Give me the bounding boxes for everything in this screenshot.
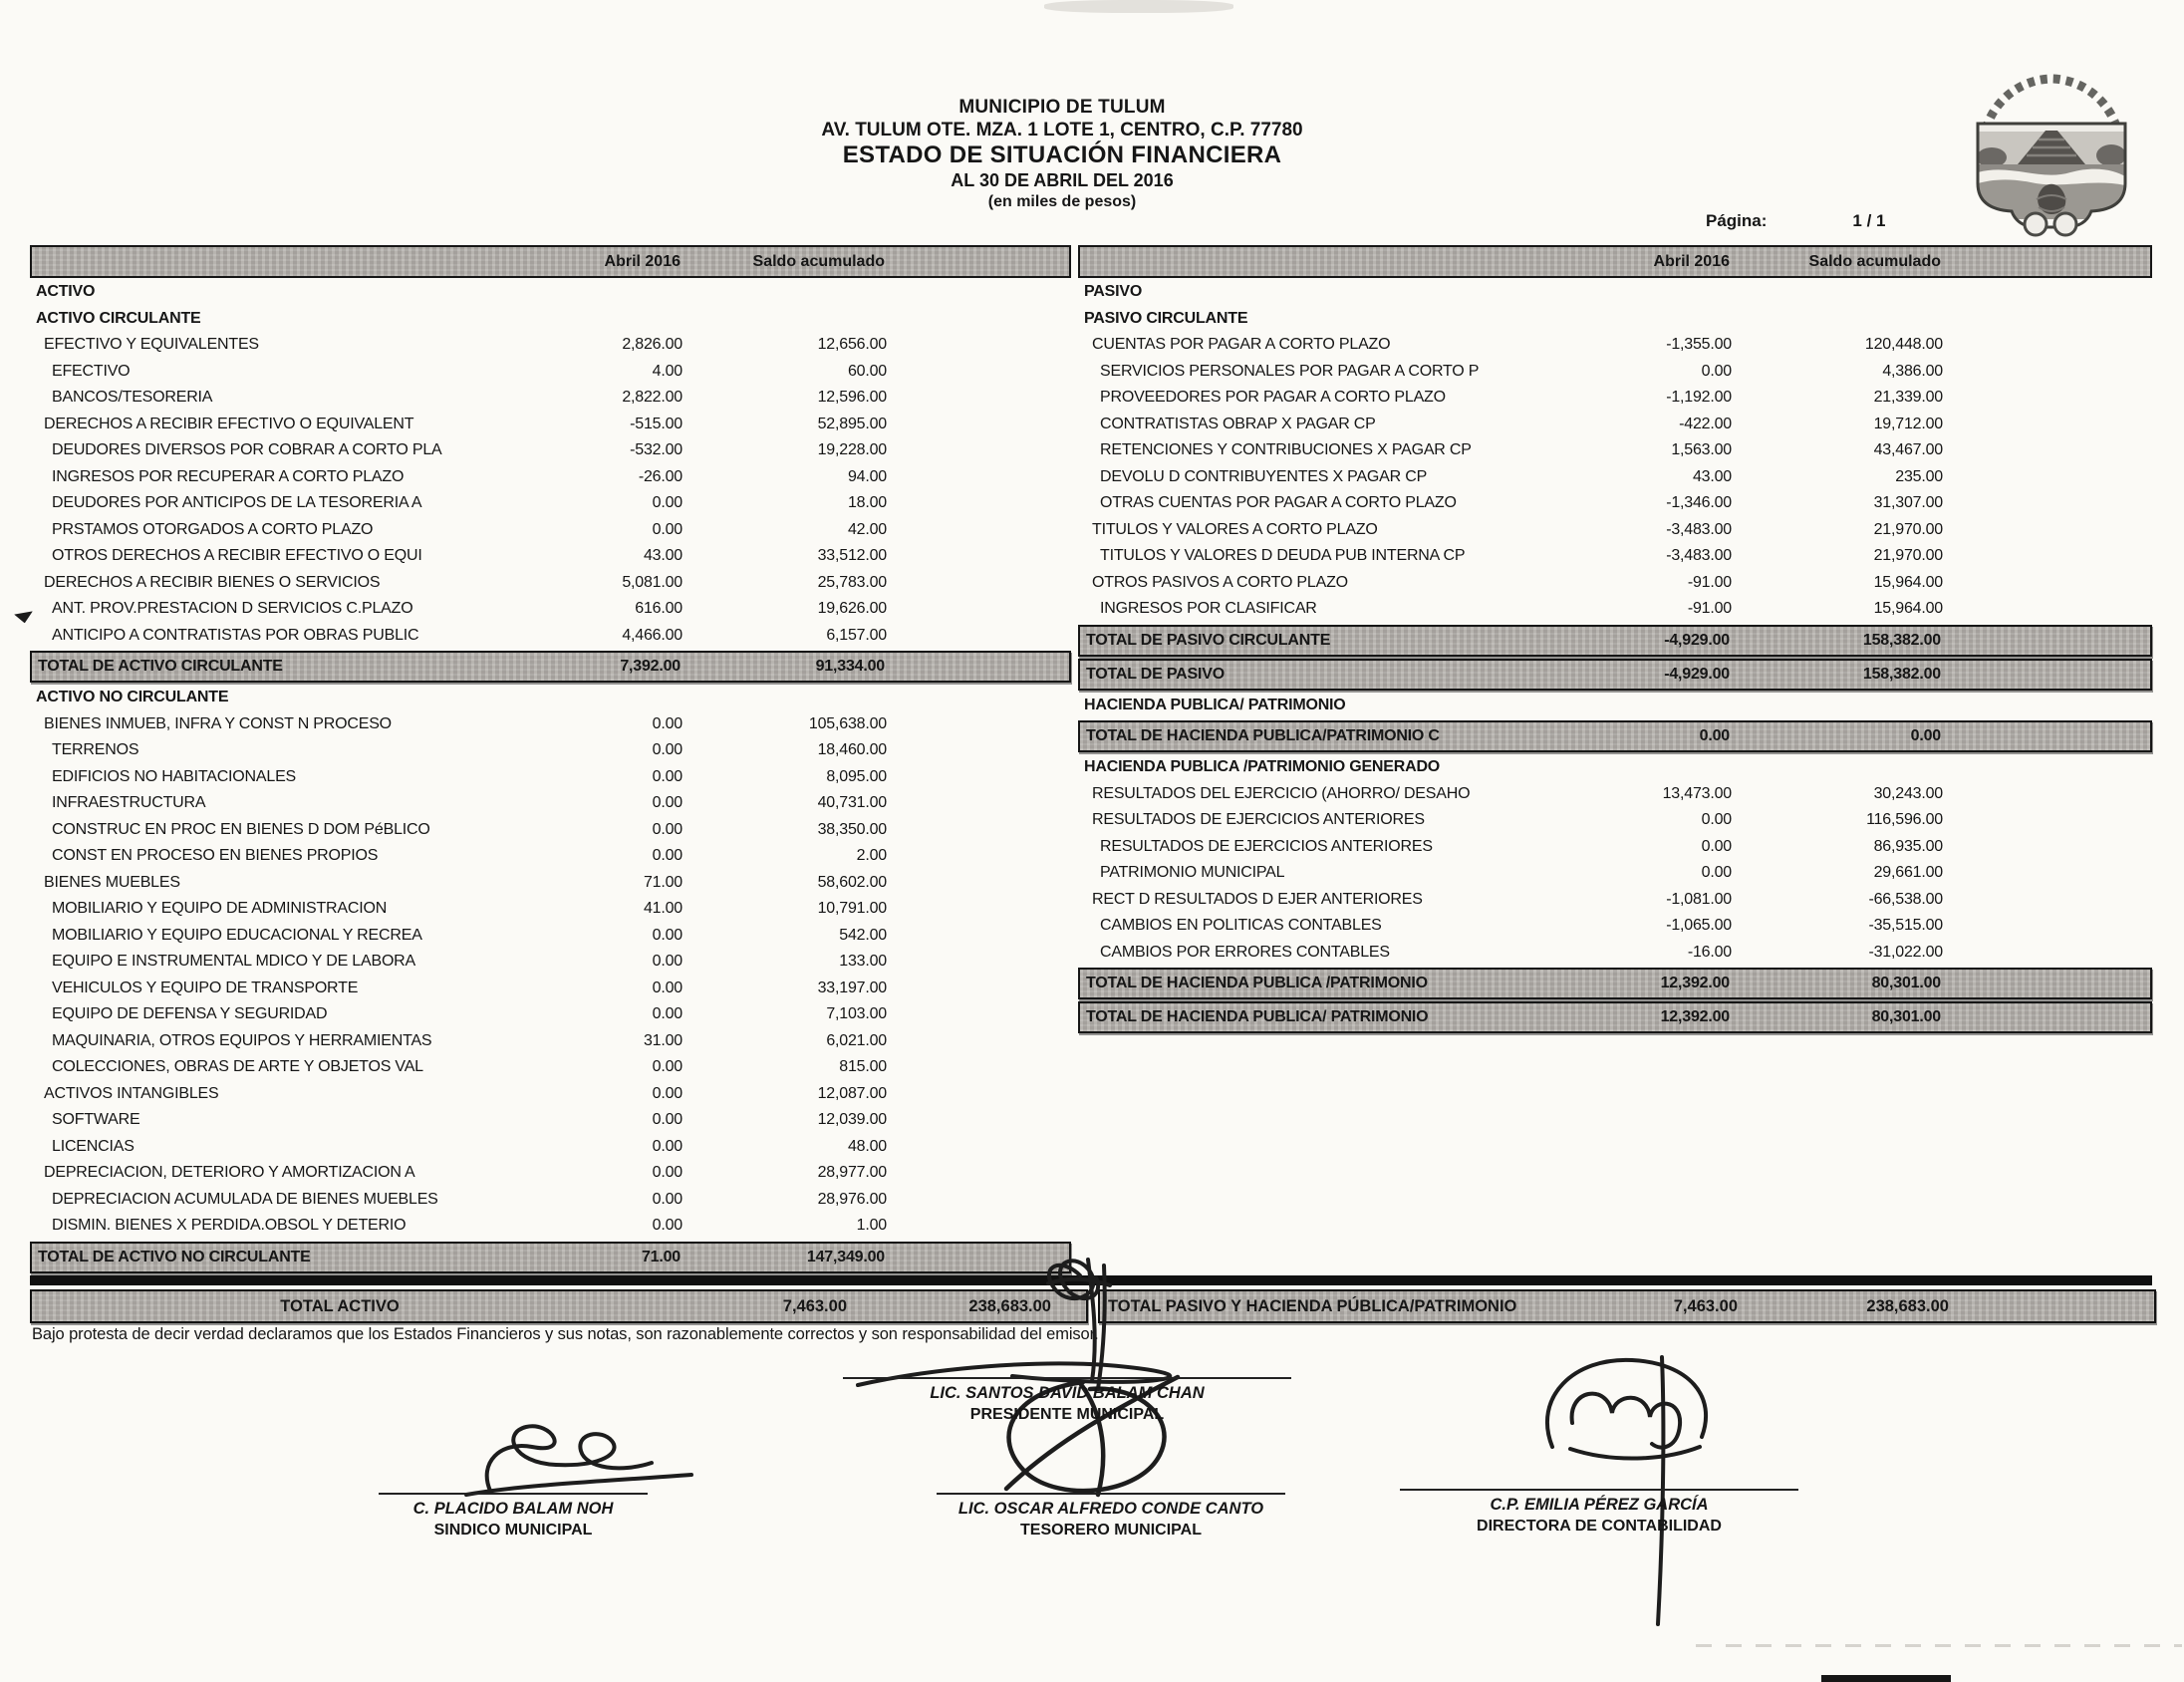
value-abril-2016: 4.00: [652, 362, 682, 380]
signatory-name: C.P. EMILIA PÉREZ GARCÍA: [1490, 1496, 1709, 1514]
value-saldo-acumulado: -66,538.00: [1868, 890, 1943, 908]
table-row: [30, 385, 1071, 412]
row-label: DEPRECIACION, DETERIORO Y AMORTIZACION A: [44, 1164, 415, 1182]
row-label: DISMIN. BIENES X PERDIDA.OBSOL Y DETERIO: [52, 1217, 407, 1235]
table-row: [30, 437, 1071, 464]
table-row: [1078, 464, 2152, 491]
signature-line: [1400, 1489, 1798, 1491]
table-row: [30, 359, 1071, 386]
table-row: [30, 1213, 1071, 1240]
table-row: [30, 896, 1071, 923]
row-label: BIENES INMUEB, INFRA Y CONST N PROCESO: [44, 714, 392, 732]
value-saldo-acumulado: 21,970.00: [1873, 547, 1943, 565]
signature-block-presidente: [843, 1377, 1291, 1425]
value-saldo-acumulado: 158,382.00: [1862, 631, 1941, 649]
value-abril-2016: 5,081.00: [622, 573, 682, 591]
value-abril-2016: -1,355.00: [1666, 336, 1732, 354]
value-abril-2016: 43.00: [643, 547, 682, 565]
table-row: [1078, 490, 2152, 517]
row-label: PROVEEDORES POR PAGAR A CORTO PLAZO: [1100, 389, 1446, 407]
value-abril-2016: 0.00: [652, 1164, 682, 1182]
activo-rows: [30, 279, 1071, 1273]
row-label: TOTAL DE HACIENDA PUBLICA /PATRIMONIO: [1086, 975, 1428, 991]
row-label: TITULOS Y VALORES D DEUDA PUB INTERNA CP: [1100, 547, 1466, 565]
value-abril-2016: 0.00: [1701, 837, 1732, 855]
value-saldo-acumulado: 58,602.00: [817, 873, 887, 891]
row-label: TOTAL DE HACIENDA PUBLICA/ PATRIMONIO: [1086, 1008, 1429, 1025]
table-row: [1078, 385, 2152, 412]
table-row: [1078, 807, 2152, 834]
value-abril-2016: -91.00: [1687, 600, 1732, 618]
document-title: ESTADO DE SITUACIÓN FINANCIERA: [842, 141, 1282, 168]
signatory-title: SINDICO MUNICIPAL: [433, 1522, 593, 1539]
value-saldo-acumulado: 21,970.00: [1873, 520, 1943, 538]
value-abril-2016: 0.00: [652, 953, 682, 971]
row-label: HACIENDA PUBLICA /PATRIMONIO GENERADO: [1084, 758, 1441, 776]
value-saldo-acumulado: 1.00: [856, 1217, 887, 1235]
table-row: [1078, 860, 2152, 887]
row-label: SOFTWARE: [52, 1111, 140, 1129]
value-abril-2016: -3,483.00: [1666, 547, 1732, 565]
value-saldo-acumulado: 25,783.00: [817, 573, 887, 591]
value-abril-2016: 31.00: [643, 1031, 682, 1049]
total-row: [1078, 659, 2152, 691]
value-abril-2016: -1,346.00: [1666, 494, 1732, 512]
value-abril-2016: 1,563.00: [1671, 441, 1732, 459]
org-address: AV. TULUM OTE. MZA. 1 LOTE 1, CENTRO, C.P. 77780: [821, 120, 1303, 140]
row-label: TITULOS Y VALORES A CORTO PLAZO: [1092, 520, 1378, 538]
value-saldo-acumulado: 91,334.00: [815, 658, 885, 675]
value-abril-2016: 7,392.00: [620, 658, 681, 675]
value-abril-2016: 0.00: [652, 979, 682, 996]
table-row: [1078, 596, 2152, 623]
table-row: [1078, 332, 2152, 359]
value-saldo-acumulado: 40,731.00: [817, 794, 887, 812]
table-row: [30, 1028, 1071, 1055]
value-saldo-acumulado: 18,460.00: [817, 741, 887, 759]
value-saldo-acumulado: 80,301.00: [1871, 1008, 1941, 1025]
pasivo-table: [1078, 245, 2152, 1035]
row-label: RESULTADOS DEL EJERCICIO (AHORRO/ DESAHO: [1092, 784, 1471, 802]
pasivo-rows: [1078, 279, 2152, 1033]
table-row: [30, 949, 1071, 976]
row-label: EQUIPO E INSTRUMENTAL MDICO Y DE LABORA: [52, 953, 416, 971]
total-pasivo-patrimonio-row: [1098, 1289, 2156, 1323]
value-saldo-acumulado: 12,596.00: [817, 389, 887, 407]
signature-line: [843, 1377, 1291, 1379]
table-row: [30, 1107, 1071, 1134]
row-label: RESULTADOS DE EJERCICIOS ANTERIORES: [1092, 811, 1425, 829]
table-row: [30, 817, 1071, 844]
row-label: TOTAL DE HACIENDA PUBLICA/PATRIMONIO C: [1086, 727, 1440, 744]
value-saldo-acumulado: 31,307.00: [1873, 494, 1943, 512]
signature-block-sindico: [379, 1493, 648, 1541]
value-abril-2016: 0.00: [652, 1111, 682, 1129]
value-abril-2016: 43.00: [1692, 467, 1732, 485]
row-label: EDIFICIOS NO HABITACIONALES: [52, 767, 297, 785]
value-saldo-acumulado: 12,087.00: [817, 1084, 887, 1102]
value-abril-2016: -4,929.00: [1664, 631, 1730, 649]
value-saldo-acumulado: 29,661.00: [1873, 864, 1943, 882]
value-saldo-acumulado: 8,095.00: [826, 767, 887, 785]
row-label: EQUIPO DE DEFENSA Y SEGURIDAD: [52, 1005, 328, 1023]
value-abril-2016: -16.00: [1687, 943, 1732, 961]
value-saldo-acumulado: 15,964.00: [1873, 600, 1943, 618]
value-abril-2016: -515.00: [630, 415, 682, 432]
signatory-title: PRESIDENTE MUNICIPAL: [969, 1406, 1165, 1423]
table-row: [30, 464, 1071, 491]
value-saldo-acumulado: -31,022.00: [1868, 943, 1943, 961]
table-row: [30, 517, 1071, 544]
row-label: CAMBIOS POR ERRORES CONTABLES: [1100, 943, 1390, 961]
scan-speckle-line: [1696, 1644, 2182, 1647]
table-row: [30, 923, 1071, 950]
table-row: [30, 332, 1071, 359]
value-saldo-acumulado: 80,301.00: [1871, 975, 1941, 991]
value-abril-2016: 0.00: [652, 767, 682, 785]
row-label: CAMBIOS EN POLITICAS CONTABLES: [1100, 917, 1382, 935]
table-row: [30, 490, 1071, 517]
value-abril-2016: 12,392.00: [1660, 975, 1730, 991]
value-saldo-acumulado: 7,103.00: [826, 1005, 887, 1023]
total-row: [30, 651, 1071, 683]
row-label: PRSTAMOS OTORGADOS A CORTO PLAZO: [52, 520, 374, 538]
table-row: [30, 1134, 1071, 1161]
row-label: SERVICIOS PERSONALES POR PAGAR A CORTO P: [1100, 362, 1480, 380]
value-saldo-acumulado: 33,512.00: [817, 547, 887, 565]
row-label: PATRIMONIO MUNICIPAL: [1100, 864, 1285, 882]
row-label: EFECTIVO Y EQUIVALENTES: [44, 336, 259, 354]
value-abril-2016: 616.00: [635, 600, 682, 618]
signature-block-contadora: [1400, 1489, 1798, 1537]
row-label: OTROS PASIVOS A CORTO PLAZO: [1092, 573, 1348, 591]
value-saldo-acumulado: 30,243.00: [1873, 784, 1943, 802]
pasivo-table-header: [1078, 245, 2152, 278]
value-abril-2016: -422.00: [1679, 415, 1732, 432]
value-saldo-acumulado: 6,157.00: [826, 626, 887, 644]
page-value: 1 / 1: [1852, 211, 1886, 230]
row-label: DERECHOS A RECIBIR EFECTIVO O EQUIVALENT: [44, 415, 414, 432]
value-saldo-acumulado: 12,656.00: [817, 336, 887, 354]
table-row: [1078, 781, 2152, 808]
value-abril-2016: 0.00: [652, 1005, 682, 1023]
column-header-saldo-acumulado: Saldo acumulado: [1808, 252, 1941, 270]
page-indicator: [1706, 211, 1886, 231]
value-abril-2016: 0.00: [1701, 362, 1732, 380]
value-abril-2016: -4,929.00: [1664, 665, 1730, 683]
row-label: LICENCIAS: [52, 1137, 135, 1155]
value-saldo-acumulado: 147,349.00: [806, 1248, 885, 1265]
value-abril-2016: 4,466.00: [622, 626, 682, 644]
value-saldo-acumulado: 158,382.00: [1862, 665, 1941, 683]
value-saldo-acumulado: 21,339.00: [1873, 389, 1943, 407]
value-saldo-acumulado: 28,976.00: [817, 1190, 887, 1208]
value-saldo-acumulado: 10,791.00: [817, 900, 887, 918]
signatory-title: DIRECTORA DE CONTABILIDAD: [1477, 1518, 1722, 1535]
row-label: DERECHOS A RECIBIR BIENES O SERVICIOS: [44, 573, 381, 591]
value-saldo-acumulado: 4,386.00: [1882, 362, 1943, 380]
value-abril-2016: 0.00: [1699, 727, 1730, 744]
value-abril-2016: -1,192.00: [1666, 389, 1732, 407]
row-label: DEUDORES DIVERSOS POR COBRAR A CORTO PLA: [52, 441, 442, 459]
row-label: ACTIVO CIRCULANTE: [36, 309, 201, 327]
value-saldo-acumulado: 19,626.00: [817, 600, 887, 618]
value-abril-2016: -3,483.00: [1666, 520, 1732, 538]
value-saldo-acumulado: 0.00: [1910, 727, 1941, 744]
value-saldo-acumulado: 28,977.00: [817, 1164, 887, 1182]
row-label: INFRAESTRUCTURA: [52, 794, 206, 812]
table-row: [1078, 913, 2152, 940]
value-abril-2016: -532.00: [630, 441, 682, 459]
value-abril-2016: 71.00: [641, 1248, 681, 1265]
value-saldo-acumulado: 19,228.00: [817, 441, 887, 459]
table-row: [30, 623, 1071, 650]
signatory-name: LIC. OSCAR ALFREDO CONDE CANTO: [957, 1500, 1264, 1518]
value-abril-2016: 0.00: [652, 714, 682, 732]
row-label: ACTIVOS INTANGIBLES: [44, 1084, 219, 1102]
activo-table: [30, 245, 1071, 1275]
value-abril-2016: 0.00: [652, 1084, 682, 1102]
row-label: PASIVO CIRCULANTE: [1084, 309, 1248, 327]
total-activo-saldo: 238,683.00: [968, 1296, 1051, 1315]
table-row: [30, 412, 1071, 438]
value-saldo-acumulado: 120,448.00: [1864, 336, 1943, 354]
value-abril-2016: -1,081.00: [1666, 890, 1732, 908]
row-label: RESULTADOS DE EJERCICIOS ANTERIORES: [1100, 837, 1433, 855]
value-saldo-acumulado: 18.00: [847, 494, 887, 512]
value-saldo-acumulado: 19,712.00: [1873, 415, 1943, 432]
row-label: VEHICULOS Y EQUIPO DE TRANSPORTE: [52, 979, 359, 996]
value-saldo-acumulado: -35,515.00: [1868, 917, 1943, 935]
row-label: HACIENDA PUBLICA/ PATRIMONIO: [1084, 696, 1346, 713]
value-saldo-acumulado: 86,935.00: [1873, 837, 1943, 855]
row-label: PASIVO: [1084, 283, 1143, 301]
table-row: [30, 711, 1071, 738]
total-pasivo-patrimonio-label: TOTAL PASIVO Y HACIENDA PÚBLICA/PATRIMONIO: [1108, 1296, 1517, 1315]
table-row: [30, 1001, 1071, 1028]
row-label: RETENCIONES Y CONTRIBUCIONES X PAGAR CP: [1100, 441, 1472, 459]
value-saldo-acumulado: 2.00: [856, 847, 887, 865]
value-abril-2016: 0.00: [652, 1058, 682, 1076]
table-row: [1078, 279, 2152, 306]
value-saldo-acumulado: 43,467.00: [1873, 441, 1943, 459]
value-saldo-acumulado: 815.00: [839, 1058, 887, 1076]
table-row: [1078, 306, 2152, 333]
scan-corner-mark: [1821, 1675, 1951, 1682]
signatory-name: C. PLACIDO BALAM NOH: [412, 1500, 614, 1518]
row-label: ACTIVO: [36, 283, 96, 301]
value-saldo-acumulado: 116,596.00: [1866, 811, 1943, 829]
total-row: [30, 1242, 1071, 1273]
value-abril-2016: -1,065.00: [1666, 917, 1732, 935]
value-saldo-acumulado: 6,021.00: [826, 1031, 887, 1049]
row-label: BIENES MUEBLES: [44, 873, 180, 891]
table-row: [1078, 754, 2152, 781]
row-label: OTRAS CUENTAS POR PAGAR A CORTO PLAZO: [1100, 494, 1457, 512]
activo-table-header: [30, 245, 1071, 278]
table-row: [1078, 543, 2152, 570]
total-activo-label: TOTAL ACTIVO: [280, 1296, 400, 1315]
table-row: [1078, 693, 2152, 719]
value-abril-2016: 0.00: [652, 741, 682, 759]
row-label: TOTAL DE ACTIVO CIRCULANTE: [38, 658, 283, 675]
table-row: [30, 279, 1071, 306]
value-abril-2016: 0.00: [652, 1137, 682, 1155]
table-row: [30, 1187, 1071, 1214]
table-row: [30, 1054, 1071, 1081]
value-saldo-acumulado: 60.00: [847, 362, 887, 380]
value-abril-2016: 2,822.00: [622, 389, 682, 407]
crest-icon: [1961, 72, 2142, 239]
row-label: TOTAL DE PASIVO CIRCULANTE: [1086, 631, 1331, 649]
table-row: [30, 570, 1071, 597]
statement-date: AL 30 DE ABRIL DEL 2016: [951, 170, 1174, 190]
row-label: INGRESOS POR CLASIFICAR: [1100, 600, 1317, 618]
row-label: TOTAL DE ACTIVO NO CIRCULANTE: [38, 1248, 311, 1265]
table-row: [30, 306, 1071, 333]
value-abril-2016: 0.00: [652, 1217, 682, 1235]
value-saldo-acumulado: 133.00: [839, 953, 887, 971]
value-abril-2016: 13,473.00: [1662, 784, 1732, 802]
row-label: DEVOLU D CONTRIBUYENTES X PAGAR CP: [1100, 467, 1428, 485]
total-pasivo-patrimonio-abril: 7,463.00: [1673, 1296, 1738, 1315]
table-row: [1078, 940, 2152, 967]
value-saldo-acumulado: 15,964.00: [1873, 573, 1943, 591]
value-saldo-acumulado: 48.00: [847, 1137, 887, 1155]
total-row: [1078, 625, 2152, 657]
value-saldo-acumulado: 38,350.00: [817, 820, 887, 838]
row-label: MAQUINARIA, OTROS EQUIPOS Y HERRAMIENTAS: [52, 1031, 432, 1049]
value-saldo-acumulado: 94.00: [847, 467, 887, 485]
value-abril-2016: 0.00: [652, 520, 682, 538]
value-abril-2016: 0.00: [652, 1190, 682, 1208]
row-label: CONSTRUC EN PROC EN BIENES D DOM PéBLICO: [52, 820, 430, 838]
section-divider-bar: [30, 1275, 2152, 1285]
table-row: [30, 1160, 1071, 1187]
total-pasivo-patrimonio-saldo: 238,683.00: [1866, 1296, 1949, 1315]
table-row: [1078, 570, 2152, 597]
value-abril-2016: 12,392.00: [1660, 1008, 1730, 1025]
row-label: MOBILIARIO Y EQUIPO EDUCACIONAL Y RECREA: [52, 926, 422, 944]
signature-line: [937, 1493, 1285, 1495]
row-label: DEPRECIACION ACUMULADA DE BIENES MUEBLES: [52, 1190, 438, 1208]
total-row: [1078, 968, 2152, 999]
value-abril-2016: 71.00: [643, 873, 682, 891]
units-note: (en miles de pesos): [987, 193, 1137, 210]
value-abril-2016: 0.00: [652, 494, 682, 512]
table-row: [1078, 517, 2152, 544]
total-row: [1078, 720, 2152, 752]
row-label: RECT D RESULTADOS D EJER ANTERIORES: [1092, 890, 1423, 908]
value-saldo-acumulado: 42.00: [847, 520, 887, 538]
value-abril-2016: 0.00: [1701, 864, 1732, 882]
value-abril-2016: 0.00: [1701, 811, 1732, 829]
signatory-name: LIC. SANTOS DAVID BALAM CHAN: [930, 1384, 1205, 1402]
table-row: [1078, 887, 2152, 914]
row-label: ANTICIPO A CONTRATISTAS POR OBRAS PUBLIC: [52, 626, 419, 644]
table-row: [30, 596, 1071, 623]
value-abril-2016: 0.00: [652, 794, 682, 812]
table-row: [1078, 359, 2152, 386]
row-label: TERRENOS: [52, 741, 139, 759]
row-label: ANT. PROV.PRESTACION D SERVICIOS C.PLAZO: [52, 600, 413, 618]
value-saldo-acumulado: 235.00: [1895, 467, 1943, 485]
column-header-abril-2016: Abril 2016: [604, 252, 681, 270]
table-row: [30, 870, 1071, 897]
value-saldo-acumulado: 105,638.00: [808, 714, 887, 732]
value-saldo-acumulado: 52,895.00: [817, 415, 887, 432]
table-row: [30, 1081, 1071, 1108]
value-saldo-acumulado: 542.00: [839, 926, 887, 944]
row-label: ACTIVO NO CIRCULANTE: [36, 689, 229, 706]
signature-line: [379, 1493, 648, 1495]
table-row: [30, 843, 1071, 870]
table-row: [30, 764, 1071, 791]
row-label: CONTRATISTAS OBRAP X PAGAR CP: [1100, 415, 1376, 432]
total-activo-row: [30, 1289, 1088, 1323]
value-saldo-acumulado: 12,039.00: [817, 1111, 887, 1129]
table-row: [30, 685, 1071, 711]
row-label: DEUDORES POR ANTICIPOS DE LA TESORERIA A: [52, 494, 422, 512]
page-label: Página:: [1706, 211, 1768, 230]
signature-scribble-sindico: [460, 1403, 709, 1505]
row-label: EFECTIVO: [52, 362, 131, 380]
value-abril-2016: 41.00: [643, 900, 682, 918]
table-row: [30, 976, 1071, 1002]
table-row: [30, 790, 1071, 817]
value-abril-2016: 0.00: [652, 820, 682, 838]
row-label: CUENTAS POR PAGAR A CORTO PLAZO: [1092, 336, 1391, 354]
signatory-title: TESORERO MUNICIPAL: [1020, 1522, 1202, 1539]
row-label: BANCOS/TESORERIA: [52, 389, 213, 407]
total-row: [1078, 1001, 2152, 1033]
table-row: [1078, 437, 2152, 464]
row-label: CONST EN PROCESO EN BIENES PROPIOS: [52, 847, 379, 865]
table-row: [1078, 834, 2152, 861]
row-label: OTROS DERECHOS A RECIBIR EFECTIVO O EQUI: [52, 547, 422, 565]
value-abril-2016: -91.00: [1687, 573, 1732, 591]
column-header-saldo-acumulado: Saldo acumulado: [752, 252, 885, 270]
table-row: [30, 737, 1071, 764]
value-abril-2016: 2,826.00: [622, 336, 682, 354]
value-abril-2016: 0.00: [652, 847, 682, 865]
table-row: [1078, 412, 2152, 438]
row-label: MOBILIARIO Y EQUIPO DE ADMINISTRACION: [52, 900, 388, 918]
total-activo-abril: 7,463.00: [782, 1296, 847, 1315]
value-saldo-acumulado: 33,197.00: [817, 979, 887, 996]
column-header-abril-2016: Abril 2016: [1653, 252, 1730, 270]
row-label: COLECCIONES, OBRAS DE ARTE Y OBJETOS VAL: [52, 1058, 423, 1076]
signature-block-tesorero: [937, 1493, 1285, 1541]
row-label: INGRESOS POR RECUPERAR A CORTO PLAZO: [52, 467, 405, 485]
table-row: [30, 543, 1071, 570]
municipal-crest-logo: [1961, 72, 2142, 239]
value-abril-2016: -26.00: [638, 467, 682, 485]
document-header: [494, 96, 1630, 212]
declaration-note: Bajo protesta de decir verdad declaramos que los Estados Financieros y sus notas, son razonablemente correctos y son responsabilidad del emisor.: [32, 1325, 1099, 1343]
org-name: MUNICIPIO DE TULUM: [958, 97, 1166, 118]
row-label: TOTAL DE PASIVO: [1086, 665, 1225, 683]
scan-smudge: [1044, 0, 1233, 13]
value-abril-2016: 0.00: [652, 926, 682, 944]
